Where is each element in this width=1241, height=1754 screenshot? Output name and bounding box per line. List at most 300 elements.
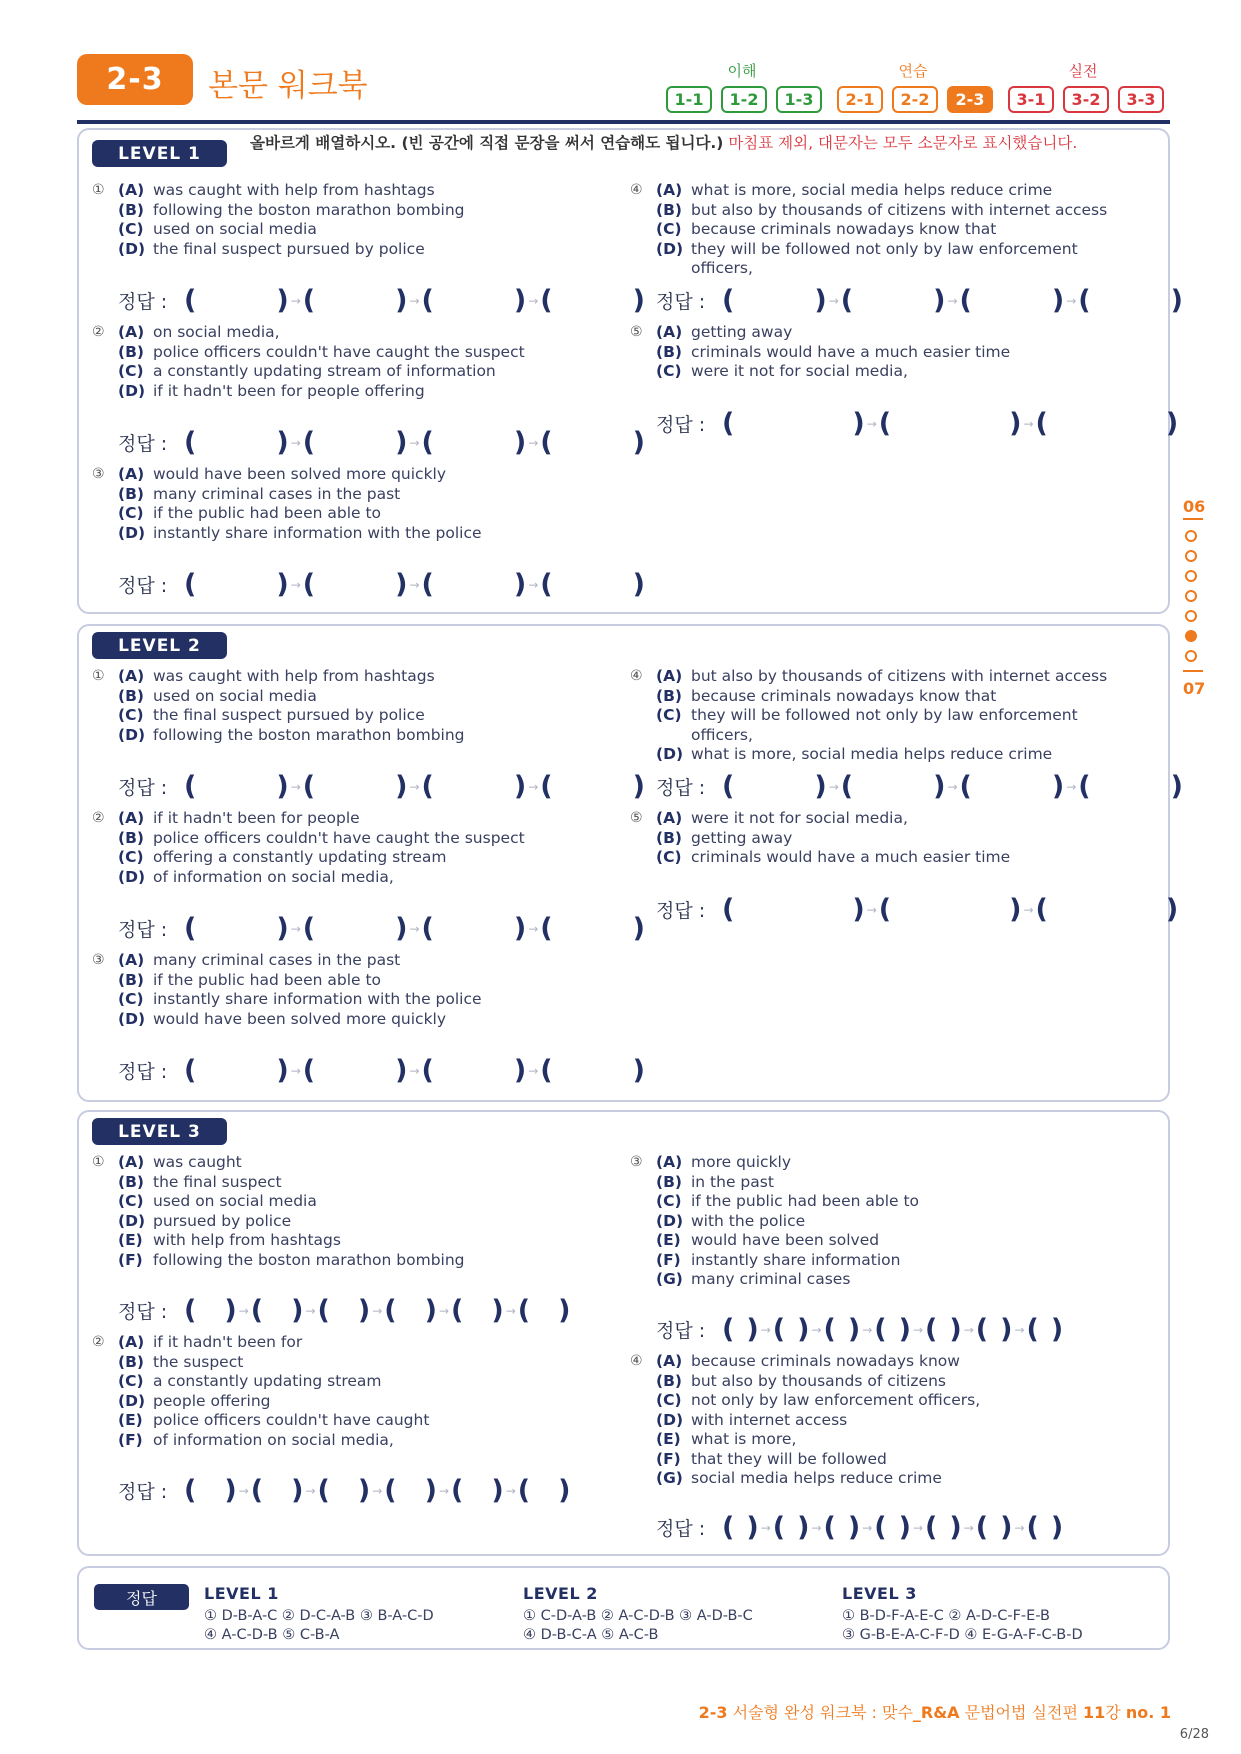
option-row <box>118 362 618 382</box>
answer-close-paren: ) <box>491 1295 504 1326</box>
option-row <box>656 240 1136 279</box>
option-row <box>118 220 618 240</box>
answer-open-paren: ( <box>421 1055 434 1086</box>
group-label-practice: 연습 <box>898 62 928 80</box>
question <box>92 323 618 401</box>
answer-open-paren: ( <box>451 1475 464 1506</box>
option-row <box>118 1010 618 1030</box>
answer-open-paren: ( <box>302 913 316 944</box>
answer-label: 정답 : <box>118 777 168 799</box>
option-letter: (A) <box>118 323 145 341</box>
option-row <box>118 240 618 260</box>
arrow-icon: → <box>409 293 420 308</box>
option-letter: (D) <box>118 381 146 400</box>
option-letter: (A) <box>118 1153 145 1171</box>
answer-row[interactable] <box>118 915 645 942</box>
option-text: the final suspect pursued by police <box>153 706 425 724</box>
option-text: many criminal cases in the past <box>153 951 401 969</box>
answer-close-paren: ) <box>357 1295 371 1326</box>
question-number: ⑤ <box>630 810 643 826</box>
footer-text2: 문법어법 실전편 <box>959 1703 1084 1722</box>
answer-open-paren: ( <box>317 1295 330 1326</box>
option-text: instantly share information <box>691 1250 901 1269</box>
question-number: ⑤ <box>630 324 643 340</box>
option-row <box>118 1431 618 1451</box>
arrow-icon: → <box>811 1322 822 1337</box>
arrow-icon: → <box>528 435 539 450</box>
question-number: ③ <box>92 466 105 482</box>
option-letter: (F) <box>656 1250 681 1269</box>
answer-close-paren: ) <box>1009 894 1022 925</box>
answer-close-paren: ) <box>632 427 645 458</box>
option-text: criminals would have a much easier time <box>691 342 1011 361</box>
answer-open-paren: ( <box>878 408 892 439</box>
question <box>92 1153 618 1270</box>
option-row <box>118 1392 618 1412</box>
answer-open-paren: ( <box>421 569 434 600</box>
arrow-icon: → <box>290 921 301 936</box>
footer-brand: _R&A <box>912 1703 960 1722</box>
answer-close-paren: ) <box>898 1314 911 1345</box>
option-row <box>118 343 618 363</box>
answer-close-paren: ) <box>276 771 289 802</box>
option-row <box>118 201 618 221</box>
option-row <box>656 323 1136 343</box>
option-letter: (C) <box>118 990 144 1008</box>
answer-open-paren: ( <box>722 1314 735 1345</box>
arrow-icon: → <box>760 1322 771 1337</box>
answer-close-paren: ) <box>513 913 527 944</box>
option-text: not only by law enforcement officers, <box>691 1391 981 1409</box>
side-dot <box>1185 530 1197 542</box>
option-row <box>656 1173 1136 1193</box>
answer-close-paren: ) <box>291 1295 304 1326</box>
answer-open-paren: ( <box>772 1512 786 1543</box>
option-text: police officers couldn't have caught the suspect <box>153 828 525 847</box>
option-text: getting away <box>691 323 793 341</box>
arrow-icon: → <box>438 1483 449 1498</box>
option-letter: (B) <box>656 1371 682 1390</box>
answer-open-paren: ( <box>184 285 197 316</box>
option-letter: (D) <box>118 725 146 744</box>
option-text: the final suspect pursued by police <box>153 239 425 258</box>
key-level2-line2: ④ D-B-C-A ⑤ A-C-B <box>523 1627 659 1643</box>
side-dot <box>1185 610 1197 622</box>
arrow-icon: → <box>409 577 420 592</box>
answer-close-paren: ) <box>852 894 865 925</box>
tab-1-1[interactable]: 1-1 <box>666 86 712 113</box>
section-badge: 2-3 <box>77 54 193 105</box>
answer-close-paren: ) <box>847 1314 861 1345</box>
option-text: police officers couldn't have caught the suspect <box>153 342 525 361</box>
answer-row[interactable] <box>118 1057 645 1084</box>
question-number: ③ <box>630 1154 643 1170</box>
question-number: ② <box>92 1334 105 1350</box>
answer-label: 정답 : <box>656 777 706 799</box>
question-number: ③ <box>92 952 105 968</box>
arrow-icon: → <box>1066 293 1077 308</box>
answer-open-paren: ( <box>840 771 854 802</box>
option-text: was caught with help from hashtags <box>153 667 435 685</box>
answer-close-paren: ) <box>1050 1314 1064 1345</box>
answer-close-paren: ) <box>1050 1512 1064 1543</box>
answer-row[interactable] <box>118 1477 570 1504</box>
option-row <box>118 181 618 201</box>
arrow-icon: → <box>947 293 958 308</box>
group-label-real: 실전 <box>1068 62 1098 80</box>
option-letter: (B) <box>118 970 144 989</box>
option-letter: (D) <box>656 239 684 258</box>
option-text: following the boston marathon bombing <box>153 200 465 219</box>
answer-row[interactable] <box>656 773 1183 800</box>
option-text: because criminals nowadays know that <box>691 220 997 238</box>
question-number: ② <box>92 810 105 826</box>
answer-open-paren: ( <box>540 427 553 458</box>
answer-label: 정답 : <box>656 1320 706 1342</box>
question <box>630 809 1136 868</box>
answer-row[interactable] <box>118 571 645 598</box>
arrow-icon: → <box>505 1483 516 1498</box>
answer-open-paren: ( <box>384 1295 397 1326</box>
answer-close-paren: ) <box>558 1475 571 1506</box>
option-letter: (B) <box>118 342 144 361</box>
answer-open-paren: ( <box>184 569 197 600</box>
answer-label: 정답 : <box>118 291 168 313</box>
answer-close-paren: ) <box>746 1314 759 1345</box>
instruction-main: 올바르게 배열하시오. <box>250 134 397 152</box>
option-letter: (C) <box>656 220 682 238</box>
option-row <box>118 687 618 707</box>
option-row <box>118 667 618 687</box>
option-text: a constantly updating stream of information <box>153 362 496 380</box>
question <box>630 323 1136 382</box>
answer-open-paren: ( <box>184 1055 197 1086</box>
answer-close-paren: ) <box>224 1475 237 1506</box>
tab-1-3[interactable]: 1-3 <box>776 86 822 113</box>
answer-label: 정답 : <box>118 919 168 941</box>
instruction <box>250 133 1160 153</box>
answer-row[interactable] <box>118 429 645 456</box>
side-dot-current <box>1185 630 1197 642</box>
option-letter: (B) <box>656 686 682 705</box>
level3-label: LEVEL 3 <box>92 1118 227 1145</box>
tab-3-1[interactable]: 3-1 <box>1008 86 1054 113</box>
option-letter: (F) <box>118 1430 143 1449</box>
tab-3-3[interactable]: 3-3 <box>1118 86 1164 113</box>
answer-close-paren: ) <box>847 1512 861 1543</box>
answer-close-paren: ) <box>395 771 408 802</box>
option-letter: (F) <box>118 1250 143 1269</box>
arrow-icon: → <box>760 1520 771 1535</box>
option-text: if the public had been able to <box>691 1192 920 1210</box>
answer-open-paren: ( <box>1078 285 1091 316</box>
side-dot <box>1185 650 1197 662</box>
option-text: used on social media <box>153 686 317 705</box>
option-row <box>656 829 1136 849</box>
option-letter: (B) <box>118 1172 144 1191</box>
option-letter: (B) <box>118 484 144 503</box>
option-text: what is more, <box>691 1430 797 1448</box>
level1-label: LEVEL 1 <box>92 140 227 167</box>
answer-row[interactable] <box>118 1297 570 1324</box>
option-text: getting away <box>691 828 793 847</box>
answer-close-paren: ) <box>276 427 289 458</box>
answer-close-paren: ) <box>395 1055 408 1086</box>
answer-open-paren: ( <box>184 1295 197 1326</box>
answer-open-paren: ( <box>975 1512 989 1543</box>
answer-close-paren: ) <box>632 569 645 600</box>
question <box>92 181 618 259</box>
key-level2-line1: ① C-D-A-B ② A-C-D-B ③ A-D-B-C <box>523 1608 753 1624</box>
answer-row[interactable] <box>656 1514 1063 1541</box>
option-row <box>118 848 618 868</box>
side-dot <box>1185 590 1197 602</box>
option-row <box>118 990 618 1010</box>
option-text: social media helps reduce crime <box>691 1469 942 1487</box>
answer-close-paren: ) <box>933 285 946 316</box>
side-dot <box>1185 570 1197 582</box>
option-text: with the police <box>691 1211 806 1230</box>
option-row <box>656 687 1136 707</box>
option-row <box>656 848 1136 868</box>
option-text: they will be followed not only by law enforcement officers, <box>691 706 1078 744</box>
option-row <box>656 1352 1136 1372</box>
option-letter: (E) <box>656 1430 681 1448</box>
answer-close-paren: ) <box>933 771 946 802</box>
answer-open-paren: ( <box>517 1475 531 1506</box>
answer-label: 정답 : <box>118 1061 168 1083</box>
answer-open-paren: ( <box>317 1475 330 1506</box>
tab-2-2[interactable]: 2-2 <box>892 86 938 113</box>
answer-row[interactable] <box>118 773 645 800</box>
option-row <box>656 1153 1136 1173</box>
arrow-icon: → <box>947 779 958 794</box>
option-text: were it not for social media, <box>691 809 908 827</box>
option-text: of information on social media, <box>153 867 394 886</box>
answer-open-paren: ( <box>823 1512 836 1543</box>
option-letter: (D) <box>118 1009 146 1028</box>
tab-2-3[interactable]: 2-3 <box>947 86 993 113</box>
option-row <box>118 1212 618 1232</box>
answer-label: 정답 : <box>656 414 706 436</box>
arrow-icon: → <box>528 293 539 308</box>
option-letter: (A) <box>656 323 683 341</box>
answer-close-paren: ) <box>424 1295 437 1326</box>
side-divider <box>1183 670 1203 672</box>
footer-text3: 강 <box>1105 1703 1126 1722</box>
arrow-icon: → <box>238 1483 249 1498</box>
answer-close-paren: ) <box>513 771 527 802</box>
answer-open-paren: ( <box>540 285 553 316</box>
answer-label: 정답 : <box>656 1518 706 1540</box>
option-row <box>656 1411 1136 1431</box>
answer-open-paren: ( <box>722 1512 735 1543</box>
question-number: ① <box>92 1154 105 1170</box>
arrow-icon: → <box>866 902 877 917</box>
option-letter: (E) <box>656 1231 681 1249</box>
option-text: if it hadn't been for people <box>153 809 360 827</box>
footer-code: 2-3 <box>698 1703 728 1722</box>
option-row <box>118 504 618 524</box>
arrow-icon: → <box>811 1520 822 1535</box>
answer-row[interactable] <box>656 287 1183 314</box>
tab-3-2[interactable]: 3-2 <box>1063 86 1109 113</box>
option-row <box>118 1153 618 1173</box>
option-row <box>118 1173 618 1193</box>
option-text: what is more, social media helps reduce crime <box>691 181 1053 199</box>
arrow-icon: → <box>528 921 539 936</box>
answer-close-paren: ) <box>898 1512 911 1543</box>
option-row <box>118 1411 618 1431</box>
answer-close-paren: ) <box>632 913 645 944</box>
footer-text: 서술형 완성 워크북 : 맞수 <box>727 1703 913 1722</box>
answer-close-paren: ) <box>395 913 408 944</box>
answer-open-paren: ( <box>874 1314 887 1345</box>
answer-open-paren: ( <box>302 427 316 458</box>
option-row <box>118 726 618 746</box>
arrow-icon: → <box>1066 779 1077 794</box>
side-dot <box>1185 550 1197 562</box>
page-title: 본문 워크북 <box>208 68 368 104</box>
option-row <box>118 1353 618 1373</box>
key-level1-title: LEVEL 1 <box>204 1584 279 1603</box>
option-row <box>118 1192 618 1212</box>
answer-close-paren: ) <box>513 569 527 600</box>
answer-open-paren: ( <box>302 1055 316 1086</box>
option-row <box>656 201 1136 221</box>
option-row <box>656 1391 1136 1411</box>
option-letter: (B) <box>656 342 682 361</box>
tab-1-2[interactable]: 1-2 <box>721 86 767 113</box>
option-text: used on social media <box>153 220 317 238</box>
arrow-icon: → <box>1023 416 1034 431</box>
answer-open-paren: ( <box>1026 1314 1039 1345</box>
option-letter: (E) <box>118 1231 143 1249</box>
answer-open-paren: ( <box>925 1314 938 1345</box>
option-text: was caught with help from hashtags <box>153 181 435 199</box>
option-letter: (A) <box>656 181 683 199</box>
arrow-icon: → <box>1014 1520 1025 1535</box>
answer-close-paren: ) <box>558 1295 571 1326</box>
answer-close-paren: ) <box>1009 408 1022 439</box>
answer-open-paren: ( <box>250 1475 264 1506</box>
arrow-icon: → <box>528 1063 539 1078</box>
option-letter: (C) <box>656 362 682 380</box>
question-number: ② <box>92 324 105 340</box>
answer-close-paren: ) <box>276 285 289 316</box>
option-row <box>656 1192 1136 1212</box>
option-letter: (B) <box>656 200 682 219</box>
option-row <box>656 181 1136 201</box>
option-letter: (B) <box>118 200 144 219</box>
option-letter: (A) <box>118 809 145 827</box>
answer-open-paren: ( <box>722 408 735 439</box>
answer-close-paren: ) <box>1170 285 1183 316</box>
answer-close-paren: ) <box>395 285 408 316</box>
option-letter: (A) <box>656 1153 683 1171</box>
side-tab-top: 06 <box>1183 497 1206 516</box>
answer-open-paren: ( <box>540 913 553 944</box>
arrow-icon: → <box>862 1520 873 1535</box>
option-letter: (D) <box>118 867 146 886</box>
option-text: many criminal cases in the past <box>153 484 401 503</box>
option-letter: (B) <box>656 1172 682 1191</box>
option-row <box>118 485 618 505</box>
option-text: because criminals nowadays know that <box>691 686 997 705</box>
option-letter: (G) <box>656 1469 683 1487</box>
option-letter: (C) <box>656 1391 682 1409</box>
answer-row[interactable] <box>656 1316 1063 1343</box>
arrow-icon: → <box>409 1063 420 1078</box>
option-letter: (D) <box>118 1211 146 1230</box>
key-level3-title: LEVEL 3 <box>842 1584 917 1603</box>
answer-close-paren: ) <box>814 285 827 316</box>
answer-row[interactable] <box>656 410 1178 437</box>
answer-close-paren: ) <box>276 1055 289 1086</box>
answer-label: 정답 : <box>656 900 706 922</box>
option-row <box>118 524 618 544</box>
answer-close-paren: ) <box>1051 771 1065 802</box>
instruction-warning: 마침표 제외, 대문자는 모두 소문자로 표시했습니다. <box>723 134 1078 152</box>
arrow-icon: → <box>1023 902 1034 917</box>
option-letter: (B) <box>118 1352 144 1371</box>
option-letter: (D) <box>656 1410 684 1429</box>
key-level3-line2: ③ G-B-E-A-C-F-D ④ E-G-A-F-C-B-D <box>842 1627 1083 1643</box>
option-row <box>656 1251 1136 1271</box>
option-row <box>118 1333 618 1353</box>
option-letter: (D) <box>118 1391 146 1410</box>
answer-open-paren: ( <box>184 427 197 458</box>
answer-close-paren: ) <box>814 771 827 802</box>
answer-close-paren: ) <box>1165 408 1179 439</box>
arrow-icon: → <box>862 1322 873 1337</box>
option-letter: (A) <box>656 667 683 685</box>
option-row <box>656 1450 1136 1470</box>
answer-open-paren: ( <box>1035 408 1048 439</box>
answer-open-paren: ( <box>959 771 972 802</box>
option-text: that they will be followed <box>691 1449 887 1468</box>
arrow-icon: → <box>238 1303 249 1318</box>
answer-key-label: 정답 <box>94 1584 189 1610</box>
answer-open-paren: ( <box>772 1314 786 1345</box>
answer-close-paren: ) <box>291 1475 304 1506</box>
option-text: because criminals nowadays know <box>691 1352 960 1370</box>
option-text: pursued by police <box>153 1211 292 1230</box>
answer-open-paren: ( <box>302 771 316 802</box>
option-text: police officers couldn't have caught <box>153 1411 430 1429</box>
answer-close-paren: ) <box>632 285 645 316</box>
answer-row[interactable] <box>118 287 645 314</box>
option-row <box>118 323 618 343</box>
level2-label: LEVEL 2 <box>92 632 227 659</box>
answer-open-paren: ( <box>722 771 735 802</box>
tab-2-1[interactable]: 2-1 <box>837 86 883 113</box>
key-level1-line2: ④ A-C-D-B ⑤ C-B-A <box>204 1627 340 1643</box>
option-row <box>118 868 618 888</box>
answer-open-paren: ( <box>722 894 735 925</box>
answer-close-paren: ) <box>224 1295 237 1326</box>
arrow-icon: → <box>409 921 420 936</box>
question <box>92 951 618 1029</box>
header-rule <box>77 120 1170 124</box>
arrow-icon: → <box>290 779 301 794</box>
option-letter: (A) <box>656 809 683 827</box>
answer-open-paren: ( <box>540 569 553 600</box>
option-letter: (D) <box>656 1211 684 1230</box>
answer-close-paren: ) <box>1170 771 1183 802</box>
answer-row[interactable] <box>656 896 1178 923</box>
option-text: with help from hashtags <box>153 1231 341 1249</box>
